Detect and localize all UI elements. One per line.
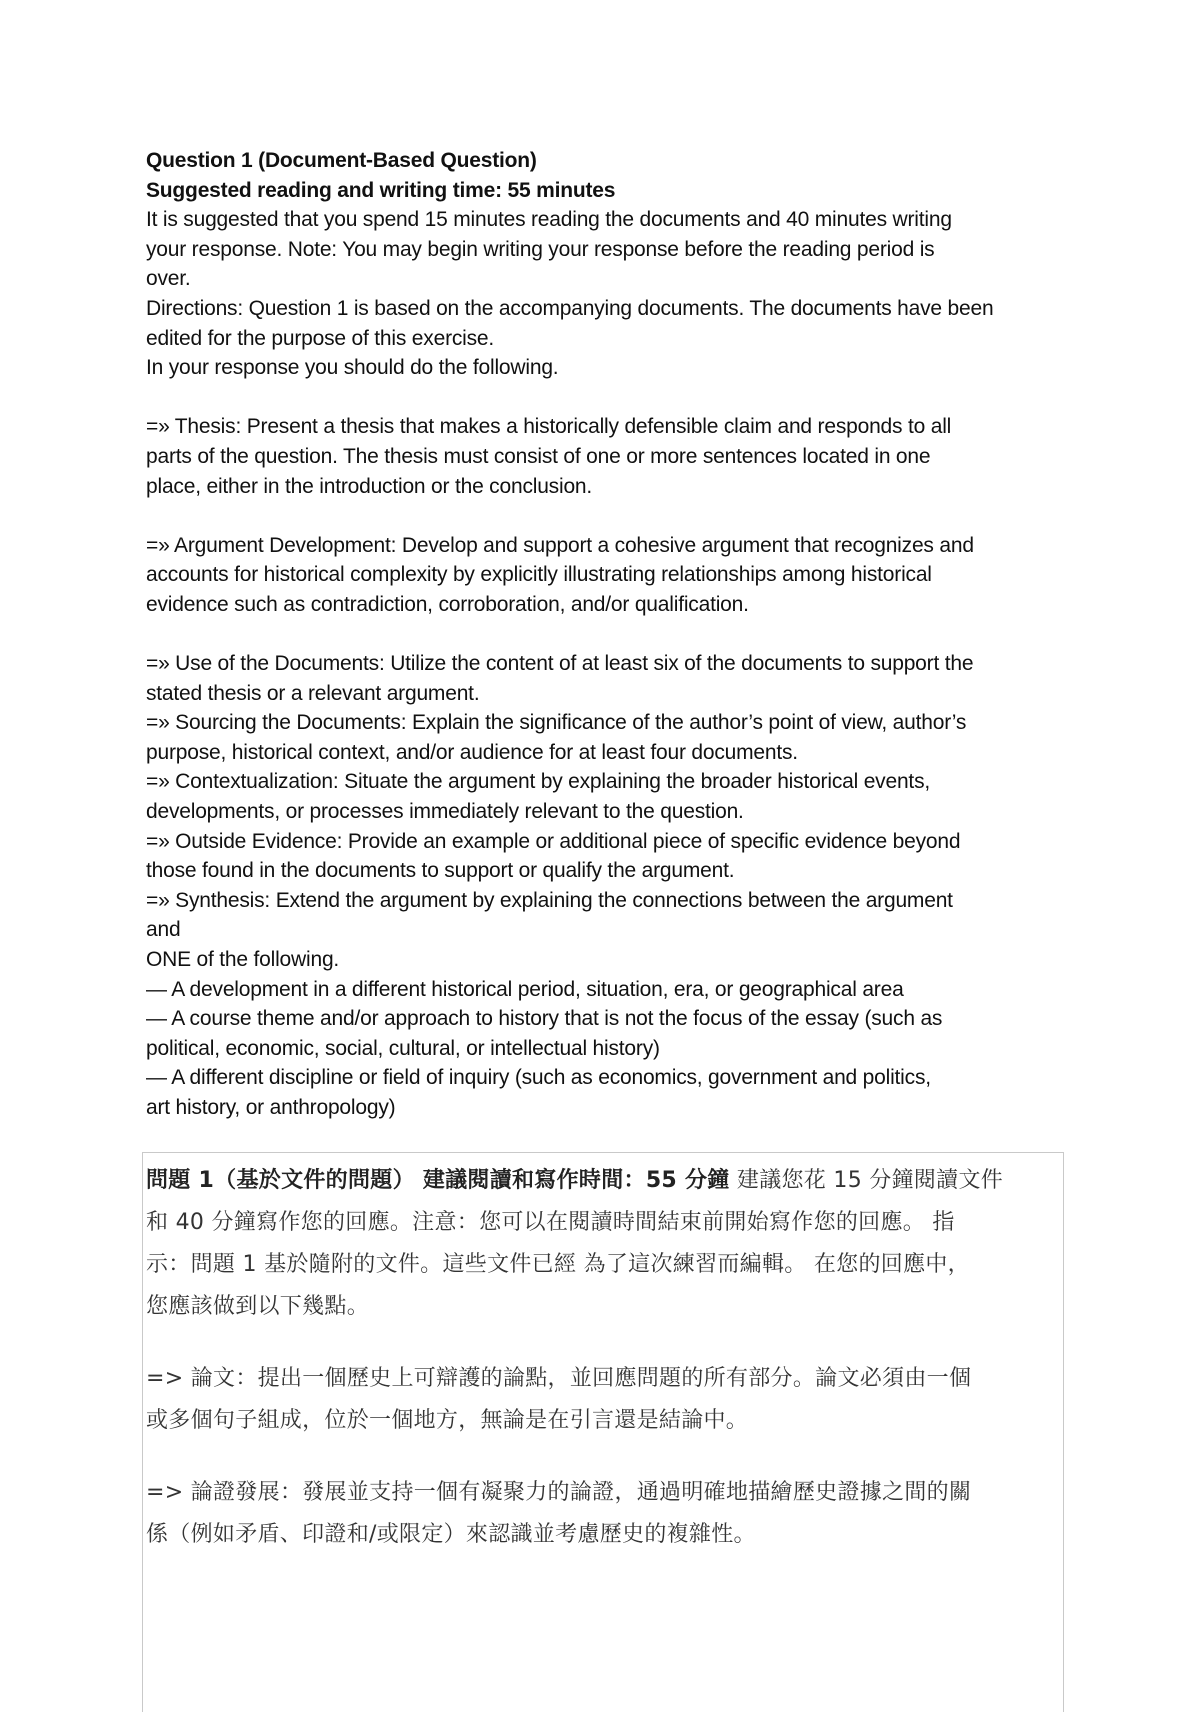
translation-thesis-line: 或多個句子組成，位於一個地方，無論是在引言還是結論中。 [146, 1408, 749, 1433]
synthesis-option: — A different discipline or field of inquiry (such as economics, government and politics, [146, 1066, 931, 1090]
synthesis-line: =» Synthesis: Extend the argument by explaining the connections between the argument [146, 888, 953, 912]
documents-line: =» Use of the Documents: Utilize the content of at least six of the documents to support the [146, 652, 974, 676]
documents-line: stated thesis or a relevant argument. [146, 681, 480, 705]
sourcing-line: =» Sourcing the Documents: Explain the significance of the author’s point of view, author’s [146, 711, 967, 735]
intro-line: your response. Note: You may begin writing your response before the reading period is [146, 237, 935, 261]
english-question-text [146, 146, 1076, 1123]
paragraph-gap [146, 1328, 1066, 1358]
directions-line: edited for the purpose of this exercise. [146, 326, 495, 350]
thesis-line: place, either in the introduction or the conclusion. [146, 474, 593, 498]
contextualization-line: developments, or processes immediately relevant to the question. [146, 800, 744, 824]
thesis-line: parts of the question. The thesis must consist of one or more sentences located in one [146, 444, 931, 468]
paragraph-gap [146, 383, 1076, 413]
argument-line: accounts for historical complexity by explicitly illustrating relationships among historical [146, 563, 932, 587]
intro-line: It is suggested that you spend 15 minutes reading the documents and 40 minutes writing [146, 208, 952, 232]
directions-line: In your response you should do the following. [146, 356, 559, 380]
synthesis-option: political, economic, social, cultural, or intellectual history) [146, 1036, 660, 1060]
thesis-line: =» Thesis: Present a thesis that makes a historically defensible claim and responds to all [146, 415, 952, 439]
synthesis-option: — A development in a different historical period, situation, era, or geographical area [146, 977, 904, 1001]
synthesis-line: and [146, 918, 181, 942]
paragraph-gap [146, 501, 1076, 531]
translation-thesis-line: => 論文：提出一個歷史上可辯護的論點，並回應問題的所有部分。論文必須由一個 [146, 1366, 972, 1391]
suggested-time: Suggested reading and writing time: 55 minutes [146, 178, 616, 202]
translation-line: 和 40 分鐘寫作您的回應。注意：您可以在閱讀時間結束前開始寫作您的回應。 指 [146, 1210, 955, 1235]
translation-line: 您應該做到以下幾點。 [146, 1294, 370, 1319]
directions-line: Directions: Question 1 is based on the accompanying documents. The documents have been [146, 296, 994, 320]
translation-argument-line: 係（例如矛盾、印證和/或限定）來認識並考慮歷史的複雜性。 [146, 1522, 756, 1547]
argument-line: evidence such as contradiction, corroboration, and/or qualification. [146, 592, 749, 616]
paragraph-gap [146, 620, 1076, 650]
argument-line: =» Argument Development: Develop and support a cohesive argument that recognizes and [146, 533, 974, 557]
translation-line [146, 1160, 1066, 1202]
translation-argument-line: => 論證發展：發展並支持一個有凝聚力的論證，通過明確地描繪歷史證據之間的關 [146, 1480, 972, 1505]
outside-evidence-line: those found in the documents to support or qualify the argument. [146, 859, 735, 883]
outside-evidence-line: =» Outside Evidence: Provide an example or additional piece of specific evidence beyond [146, 829, 961, 853]
question-title: Question 1 (Document-Based Question) [146, 149, 537, 172]
synthesis-option: art history, or anthropology) [146, 1096, 396, 1119]
paragraph-gap [146, 1442, 1066, 1472]
intro-line: over. [146, 267, 191, 291]
translation-heading: 問題 1（基於文件的問題） 建議閱讀和寫作時間：55 分鐘 [146, 1168, 730, 1193]
translation-line: 示：問題 1 基於隨附的文件。這些文件已經 為了這次練習而編輯。 在您的回應中， [146, 1252, 970, 1277]
chinese-translation-text [146, 1160, 1066, 1556]
translation-line-rest: 建議您花 15 分鐘閱讀文件 [729, 1168, 1004, 1193]
contextualization-line: =» Contextualization: Situate the argument by explaining the broader historical events, [146, 770, 931, 794]
synthesis-option: — A course theme and/or approach to history that is not the focus of the essay (such as [146, 1007, 943, 1031]
synthesis-line: ONE of the following. [146, 948, 340, 972]
sourcing-line: purpose, historical context, and/or audience for at least four documents. [146, 740, 798, 764]
